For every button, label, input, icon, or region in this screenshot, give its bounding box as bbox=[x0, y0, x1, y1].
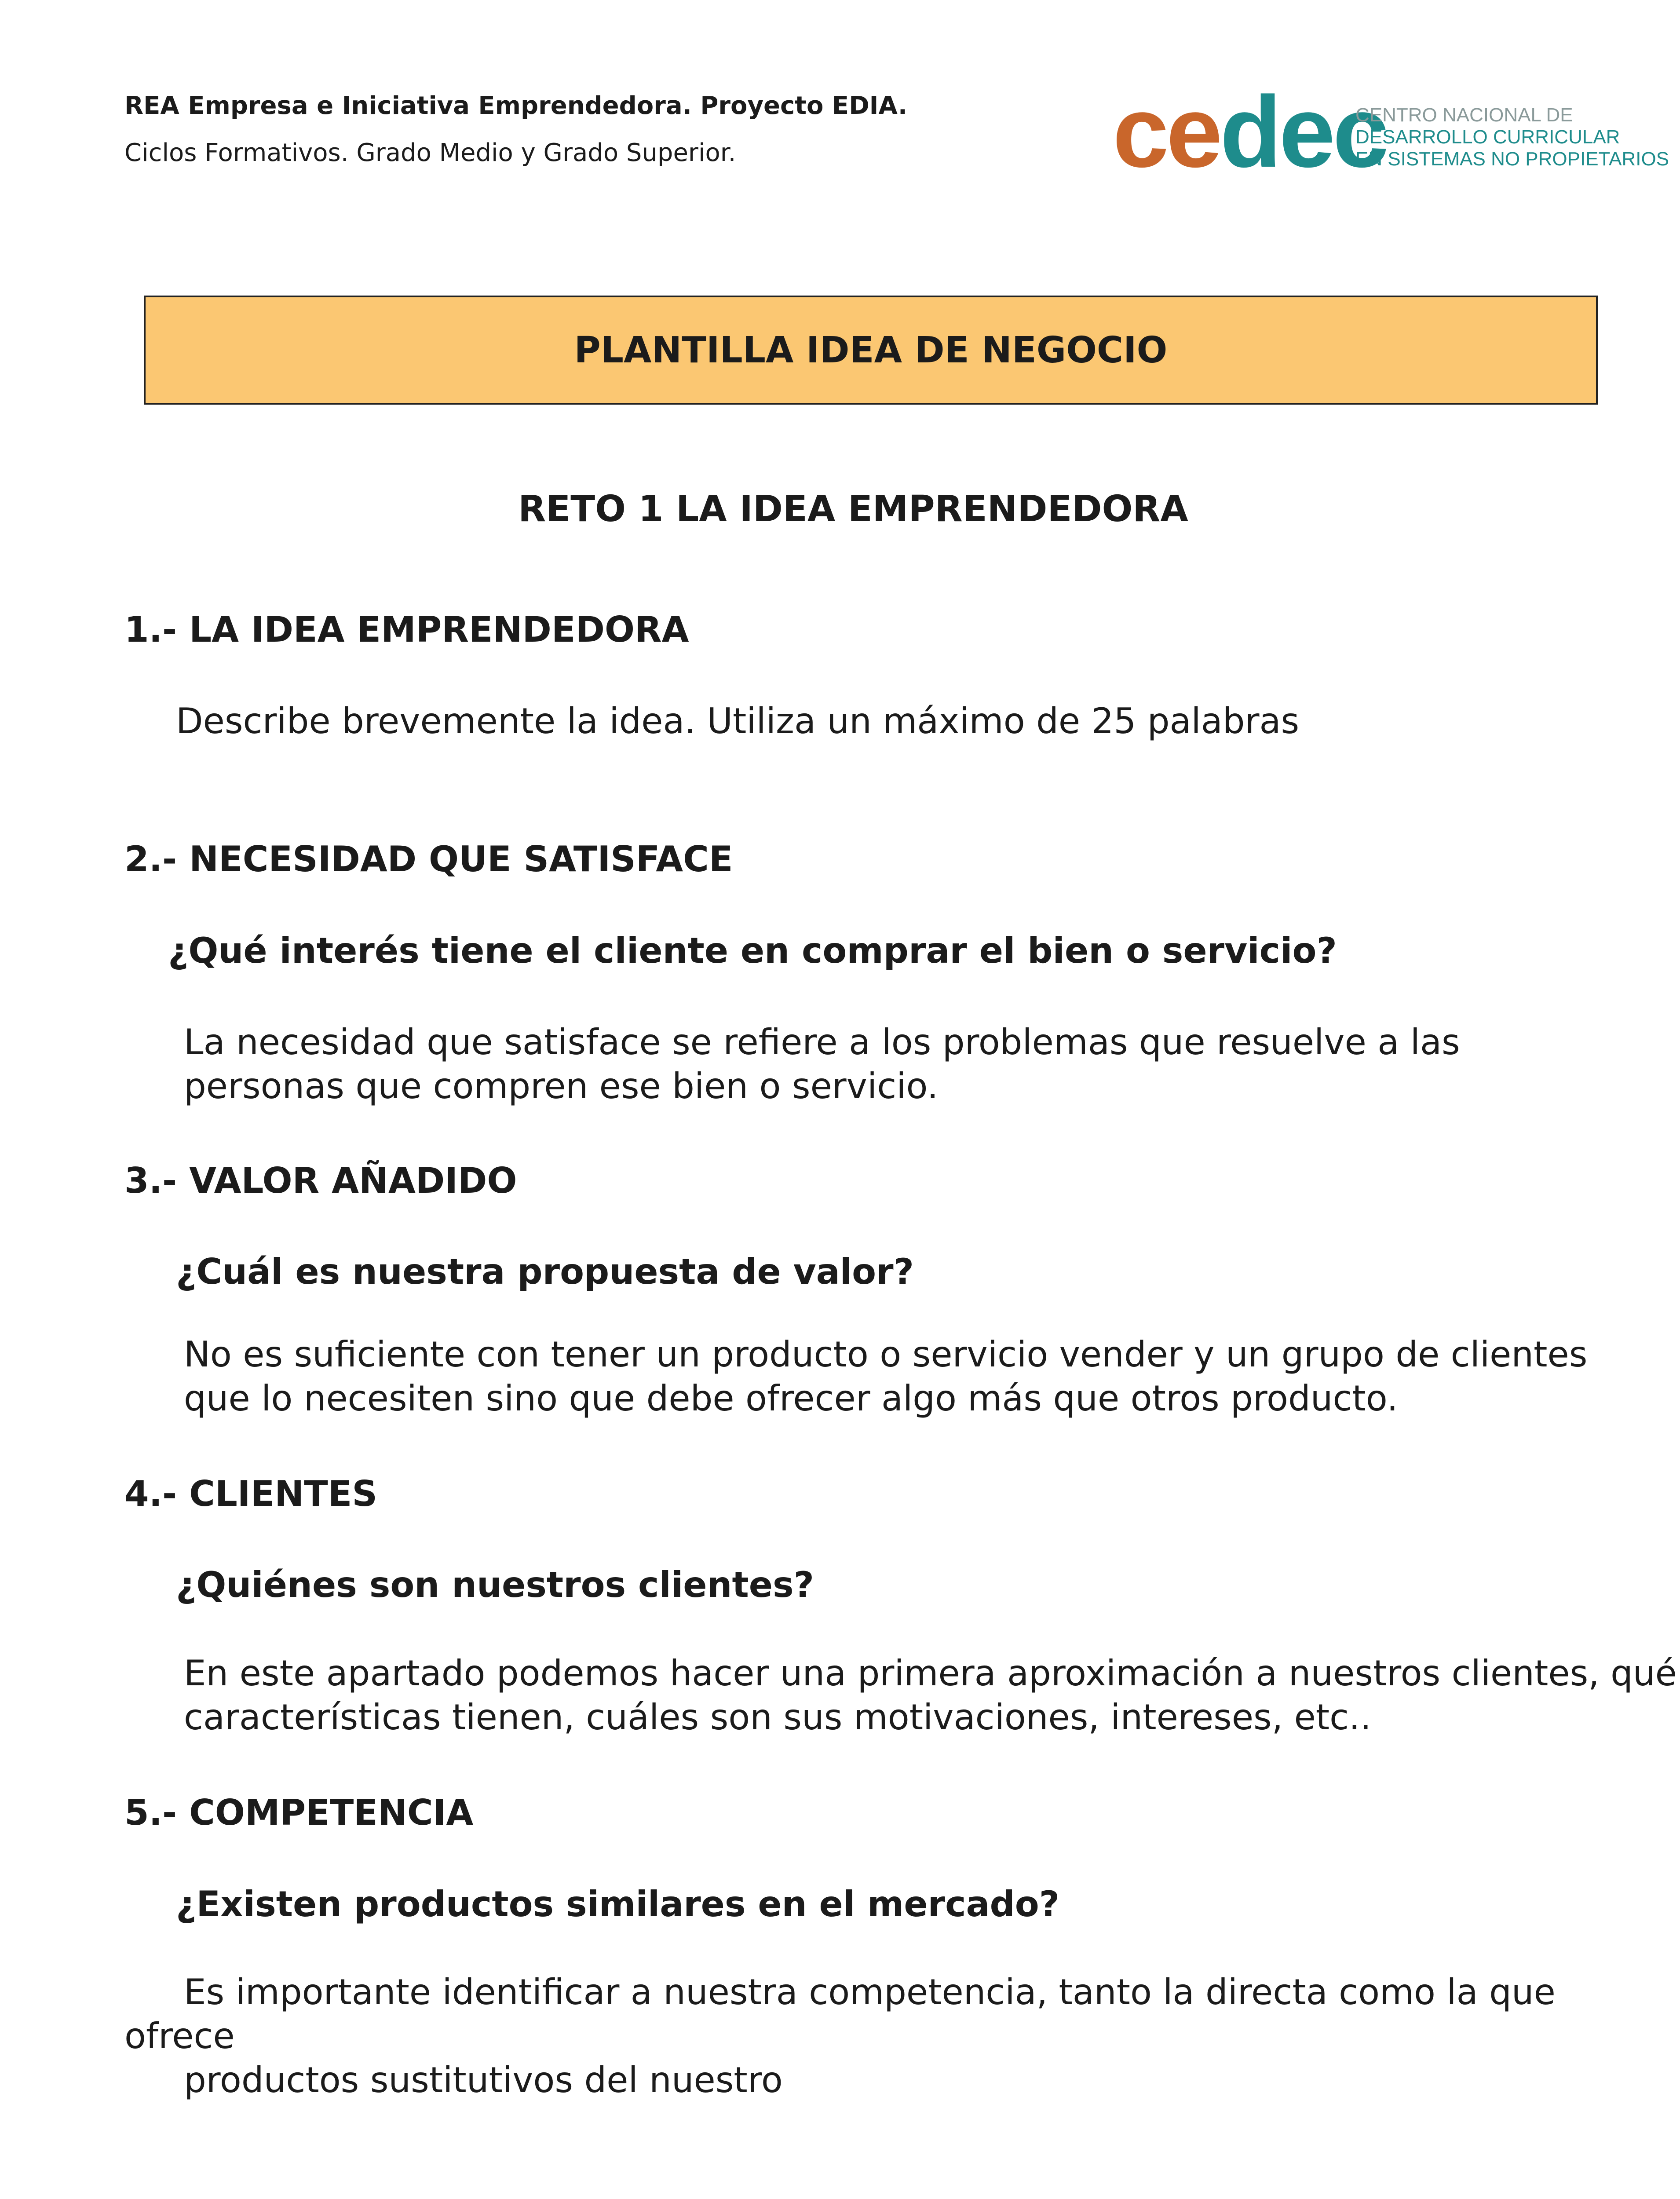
section-heading-need: 2.- NECESIDAD QUE SATISFACE bbox=[124, 839, 733, 880]
header-project-title: REA Empresa e Iniciativa Emprendedora. Proyecto EDIA. bbox=[124, 91, 908, 120]
section-heading-clients: 4.- CLIENTES bbox=[124, 1473, 377, 1514]
cedec-logo bbox=[1113, 75, 1387, 188]
section-question-competition: ¿Existen productos similares en el mercado? bbox=[176, 1884, 1060, 1925]
section-body-competition-line-1: Es importante identificar a nuestra competencia, tanto la directa como la que bbox=[184, 1972, 1556, 2013]
section-body-clients-line-2: características tienen, cuáles son sus motivaciones, intereses, etc.. bbox=[184, 1697, 1371, 1738]
logo-ce: ce bbox=[1113, 75, 1220, 188]
logo-dec: dec bbox=[1220, 75, 1387, 188]
section-body-need-line-1: La necesidad que satisface se refiere a los problemas que resuelve a las bbox=[184, 1022, 1460, 1063]
section-question-clients: ¿Quiénes son nuestros clientes? bbox=[176, 1564, 814, 1605]
section-question-value: ¿Cuál es nuestra propuesta de valor? bbox=[176, 1251, 914, 1292]
section-body-idea: Describe brevemente la idea. Utiliza un máximo de 25 palabras bbox=[176, 701, 1300, 742]
section-heading-value: 3.- VALOR AÑADIDO bbox=[124, 1160, 517, 1201]
section-heading-competition: 5.- COMPETENCIA bbox=[124, 1792, 474, 1833]
section-body-competition-line-2: ofrece bbox=[124, 2016, 235, 2057]
logo-sub-line-1: CENTRO NACIONAL DE bbox=[1355, 104, 1573, 126]
page-title: PLANTILLA IDEA DE NEGOCIO bbox=[574, 329, 1168, 371]
section-heading-idea: 1.- LA IDEA EMPRENDEDORA bbox=[124, 609, 689, 650]
page-subtitle: RETO 1 LA IDEA EMPRENDEDORA bbox=[518, 488, 1188, 530]
section-body-need-line-2: personas que compren ese bien o servicio. bbox=[184, 1066, 939, 1107]
section-body-clients-line-1: En este apartado podemos hacer una primera aproximación a nuestros clientes, qué bbox=[184, 1653, 1677, 1694]
header-cycles: Ciclos Formativos. Grado Medio y Grado Superior. bbox=[124, 139, 736, 167]
title-box bbox=[144, 296, 1598, 405]
section-body-competition-line-3: productos sustitutivos del nuestro bbox=[184, 2060, 783, 2100]
section-body-value-line-2: que lo necesiten sino que debe ofrecer algo más que otros producto. bbox=[184, 1378, 1398, 1419]
logo-sub-line-3: EN SISTEMAS NO PROPIETARIOS bbox=[1355, 148, 1669, 170]
logo-sub-line-2: DESARROLLO CURRICULAR bbox=[1355, 126, 1620, 148]
cedec-logo-subtitle bbox=[1355, 104, 1669, 170]
section-question-need: ¿Qué interés tiene el cliente en comprar el bien o servicio? bbox=[168, 930, 1337, 971]
section-body-value-line-1: No es suficiente con tener un producto o servicio vender y un grupo de clientes bbox=[184, 1334, 1588, 1375]
